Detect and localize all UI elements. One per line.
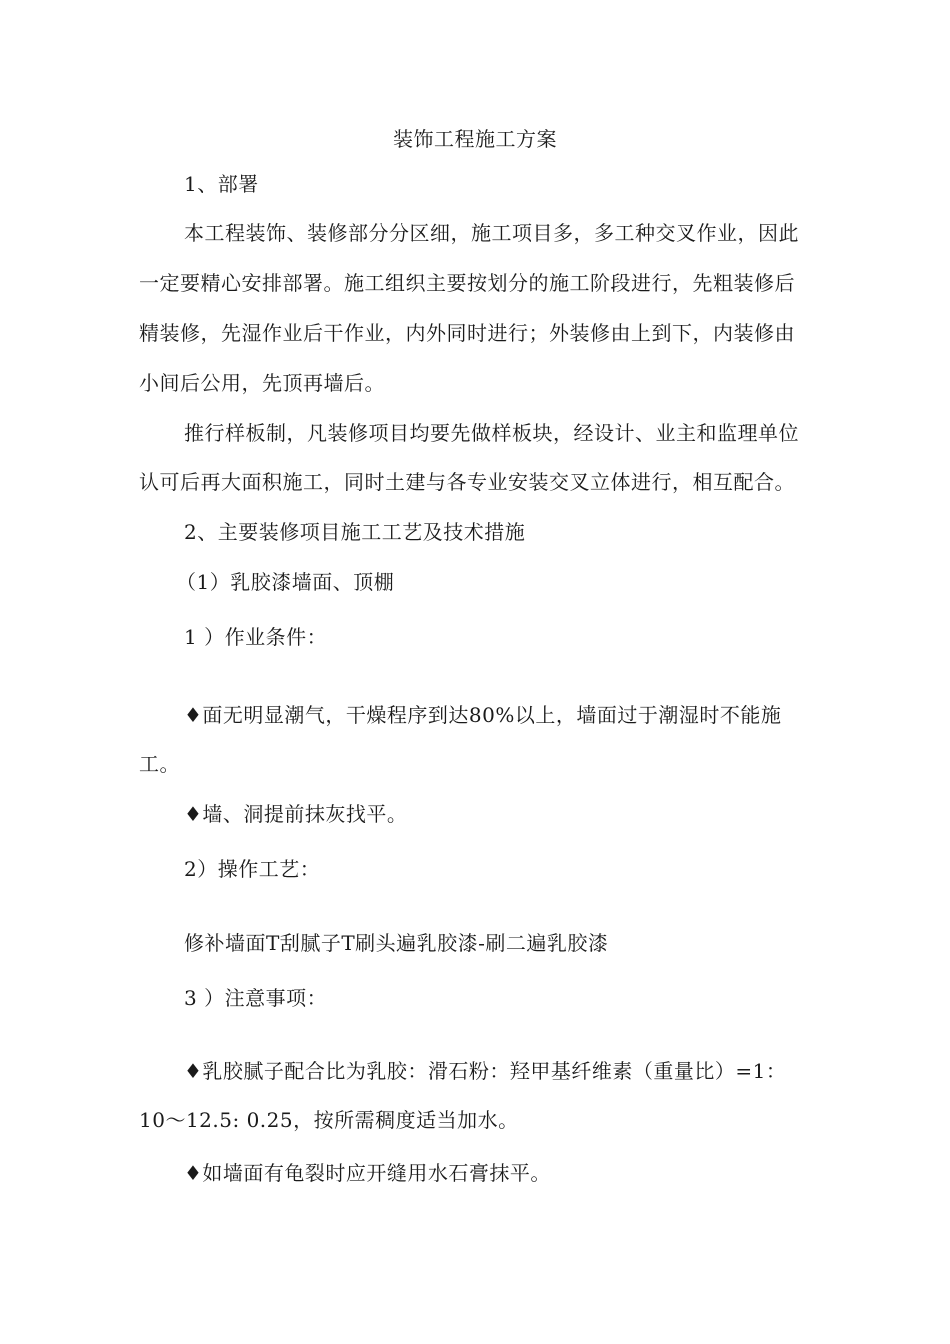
paragraph-line: 认可后再大面积施工，同时土建与各专业安装交叉立体进行，相互配合。 xyxy=(139,470,795,494)
item-heading: 1 ）作业条件： xyxy=(184,625,328,649)
section-heading-techniques: 2、主要装修项目施工工艺及技术措施 xyxy=(184,520,526,544)
bullet-line: ♦墙、洞提前抹灰找平。 xyxy=(184,802,408,826)
bullet-line: ♦乳胶腻子配合比为乳胶：滑石粉：羟甲基纤维素（重量比）=1： xyxy=(184,1059,787,1083)
document-title: 装饰工程施工方案 xyxy=(393,127,557,151)
bullet-line: 工。 xyxy=(139,752,180,776)
subsection-heading: （1）乳胶漆墙面、顶棚 xyxy=(176,570,395,594)
item-heading: 3 ）注意事项： xyxy=(184,986,328,1010)
paragraph-line: 精装修，先湿作业后干作业，内外同时进行；外装修由上到下，内装修由 xyxy=(139,321,795,345)
process-line: 修补墙面T刮腻子T刷头遍乳胶漆-刷二遍乳胶漆 xyxy=(184,931,609,955)
paragraph-line: 本工程装饰、装修部分分区细，施工项目多，多工种交叉作业，因此 xyxy=(184,221,799,245)
item-heading: 2）操作工艺： xyxy=(184,857,321,881)
bullet-line: ♦如墙面有龟裂时应开缝用水石膏抹平。 xyxy=(184,1161,551,1185)
paragraph-line: 推行样板制，凡装修项目均要先做样板块，经设计、业主和监理单位 xyxy=(184,421,799,445)
bullet-line: 10〜12.5: 0.25，按所需稠度适当加水。 xyxy=(139,1108,519,1132)
paragraph-line: 小间后公用，先顶再墙后。 xyxy=(139,371,385,395)
paragraph-line: 一定要精心安排部署。施工组织主要按划分的施工阶段进行，先粗装修后 xyxy=(139,271,795,295)
section-heading-deployment: 1、部署 xyxy=(184,172,259,196)
bullet-line: ♦面无明显潮气，干燥程序到达80%以上，墙面过于潮湿时不能施 xyxy=(184,703,782,727)
